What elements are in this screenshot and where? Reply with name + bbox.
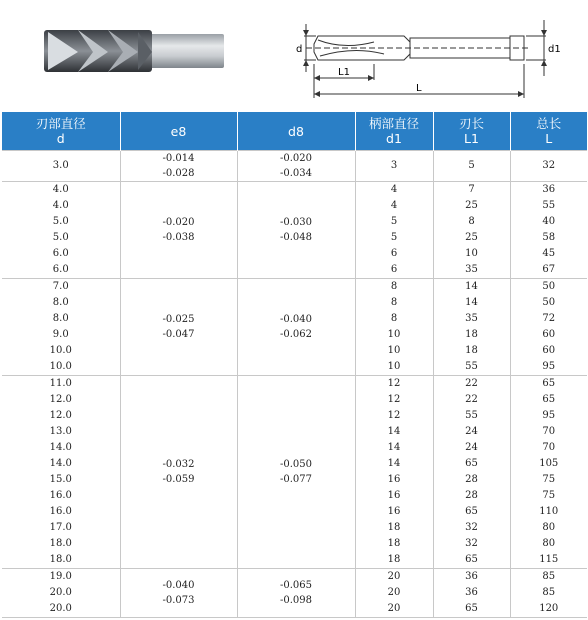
cell-e8-value: -0.032 [162, 459, 195, 470]
cell-L: 110 [539, 506, 559, 517]
cell-d: 16.0 [2, 504, 120, 520]
header-d8 [237, 112, 355, 151]
cell-e8 [120, 569, 237, 618]
cell-L1: 32 [433, 536, 510, 552]
cell-L: 85 [542, 587, 556, 598]
cell-d: 14.0 [2, 440, 120, 456]
cell-L1: 25 [433, 198, 510, 214]
cell-d1: 6 [355, 246, 433, 262]
cell-d1: 20 [355, 601, 433, 618]
cell-d1: 12 [355, 392, 433, 408]
cell-L: 95 [542, 410, 556, 421]
cell-d: 4.0 [2, 198, 120, 214]
cell-L: 55 [542, 200, 556, 211]
header-d1 [355, 112, 433, 151]
cell-d: 20.0 [2, 601, 120, 618]
cell-L: 50 [510, 279, 587, 296]
table-row [2, 376, 587, 393]
cell-d: 13.0 [2, 424, 120, 440]
cell-d8-value: -0.077 [279, 474, 312, 485]
cell-d: 10.0 [2, 343, 120, 359]
cell-d8-value: -0.050 [279, 459, 312, 470]
cell-d8-value: -0.040 [279, 314, 312, 325]
spec-table [2, 112, 587, 618]
cell-L1: 65 [433, 552, 510, 569]
cell-d: 5.0 [2, 230, 120, 246]
cell-e8-value: -0.073 [162, 595, 195, 606]
cell-L: 50 [542, 297, 556, 308]
cell-d: 15.0 [2, 472, 120, 488]
cell-d1: 5 [355, 230, 433, 246]
label-L: L [416, 83, 422, 94]
cell-d1: 14 [355, 456, 433, 472]
cell-d: 16.0 [2, 488, 120, 504]
cell-d: 7.0 [2, 279, 120, 296]
header-d-en: d [56, 131, 65, 146]
cell-e8 [120, 182, 237, 279]
cell-d: 18.0 [2, 536, 120, 552]
cell-L: 80 [542, 538, 556, 549]
cell-L1: 18 [433, 343, 510, 359]
cell-L: 72 [542, 313, 556, 324]
cell-L: 75 [542, 474, 556, 485]
cell-L: 70 [542, 442, 556, 453]
cell-L1: 28 [433, 472, 510, 488]
cell-L: 65 [542, 394, 556, 405]
cell-d1: 14 [355, 424, 433, 440]
cell-d: 10.0 [2, 359, 120, 376]
cell-d8 [237, 182, 355, 279]
cell-d: 19.0 [2, 569, 120, 586]
cell-L1: 25 [433, 230, 510, 246]
cell-d: 17.0 [2, 520, 120, 536]
table-row [2, 279, 587, 296]
cell-L: 40 [542, 216, 556, 227]
end-mill-photo [38, 22, 228, 80]
cell-L1: 65 [433, 601, 510, 618]
cell-d8-value: -0.030 [279, 217, 312, 228]
cell-L: 120 [510, 601, 587, 618]
cell-L: 32 [510, 151, 587, 182]
header-L [510, 112, 587, 151]
cell-L: 80 [542, 522, 556, 533]
table-row [2, 569, 587, 586]
cell-L1: 36 [433, 569, 510, 586]
cell-L: 70 [542, 426, 556, 437]
cell-d1: 18 [355, 520, 433, 536]
cell-L1: 35 [433, 262, 510, 279]
cell-d: 20.0 [2, 585, 120, 601]
header-e8 [120, 112, 237, 151]
cell-d1: 10 [355, 359, 433, 376]
cell-d8 [237, 279, 355, 376]
cell-e8-value: -0.040 [162, 580, 195, 591]
header-d1-cn: 柄部直径 [368, 116, 419, 131]
cell-L1: 55 [433, 359, 510, 376]
cell-d1: 18 [355, 552, 433, 569]
cell-L: 36 [510, 182, 587, 199]
cell-e8-value: -0.028 [162, 168, 195, 179]
cell-e8 [120, 279, 237, 376]
cell-L1: 24 [433, 424, 510, 440]
cell-d1: 14 [355, 440, 433, 456]
cell-d8-value: -0.065 [279, 580, 312, 591]
table-row [2, 182, 587, 199]
cell-L: 105 [539, 458, 559, 469]
cell-L1: 14 [433, 279, 510, 296]
cell-L: 95 [542, 361, 556, 372]
cell-d1: 4 [355, 182, 433, 199]
cell-e8-value: -0.038 [162, 232, 195, 243]
cell-e8-value: -0.025 [162, 314, 195, 325]
cell-e8-value: -0.047 [162, 329, 195, 340]
cell-L1: 65 [433, 504, 510, 520]
cell-d: 11.0 [2, 376, 120, 393]
cell-d1: 4 [355, 198, 433, 214]
cell-d: 14.0 [2, 456, 120, 472]
cell-d1: 10 [355, 343, 433, 359]
cell-L: 65 [510, 376, 587, 393]
cell-L1: 22 [433, 376, 510, 393]
table-header-row [2, 112, 587, 151]
cell-L1: 7 [433, 182, 510, 199]
cell-d1: 10 [355, 327, 433, 343]
table-row [2, 151, 587, 182]
cell-d1: 18 [355, 536, 433, 552]
label-L1: L1 [338, 67, 350, 78]
cell-d: 5.0 [2, 214, 120, 230]
cell-d: 12.0 [2, 408, 120, 424]
cell-d: 8.0 [2, 295, 120, 311]
cell-d: 6.0 [2, 246, 120, 262]
cell-L1: 35 [433, 311, 510, 327]
cell-d1: 12 [355, 408, 433, 424]
cell-L: 75 [542, 490, 556, 501]
cell-L: 115 [539, 554, 559, 565]
table-body [2, 151, 587, 618]
cell-d1: 8 [355, 279, 433, 296]
cell-e8-value: -0.014 [162, 153, 195, 164]
header-d-cn: 刃部直径 [35, 116, 86, 131]
cell-L1: 22 [433, 392, 510, 408]
cell-d8-value: -0.062 [279, 329, 312, 340]
header-e8-en: e8 [170, 123, 187, 139]
header-L1-en: L1 [464, 131, 479, 146]
header-d [2, 112, 120, 151]
cell-L: 60 [542, 329, 556, 340]
cell-d: 18.0 [2, 552, 120, 569]
cell-e8-value: -0.020 [162, 217, 195, 228]
cell-d1: 20 [355, 569, 433, 586]
cell-L: 58 [542, 232, 556, 243]
cell-L1: 24 [433, 440, 510, 456]
cell-d1: 12 [355, 376, 433, 393]
cell-L1: 28 [433, 488, 510, 504]
cell-d1: 16 [355, 488, 433, 504]
cell-d8-value: -0.020 [279, 153, 312, 164]
cell-L: 60 [542, 345, 556, 356]
cell-L1: 36 [433, 585, 510, 601]
product-header [0, 0, 588, 110]
cell-L: 85 [510, 569, 587, 586]
cell-L1: 10 [433, 246, 510, 262]
cell-e8-value: -0.059 [162, 474, 195, 485]
cell-e8 [120, 376, 237, 569]
cell-L: 45 [542, 248, 556, 259]
header-L-cn: 总长 [536, 116, 562, 131]
cell-d8-value: -0.048 [279, 232, 312, 243]
cell-d8 [237, 569, 355, 618]
cell-d: 6.0 [2, 262, 120, 279]
header-L1-cn: 刃长 [458, 116, 484, 131]
cell-d: 3.0 [2, 151, 120, 182]
cell-d1: 16 [355, 472, 433, 488]
cell-d: 4.0 [2, 182, 120, 199]
cell-d1: 5 [355, 214, 433, 230]
cell-L1: 8 [433, 214, 510, 230]
cell-L1: 14 [433, 295, 510, 311]
cell-d1: 6 [355, 262, 433, 279]
cell-d8 [237, 151, 355, 182]
cell-d8-value: -0.034 [279, 168, 312, 179]
cell-L1: 18 [433, 327, 510, 343]
cell-d8-value: -0.098 [279, 595, 312, 606]
cell-d1: 16 [355, 504, 433, 520]
cell-L1: 32 [433, 520, 510, 536]
cell-L: 67 [542, 264, 556, 275]
cell-d8 [237, 376, 355, 569]
dimension-drawing [284, 6, 561, 106]
cell-L1: 65 [433, 456, 510, 472]
cell-L1: 55 [433, 408, 510, 424]
cell-d1: 20 [355, 585, 433, 601]
label-d: d [296, 44, 303, 55]
cell-d1: 3 [355, 151, 433, 182]
header-d8-en: d8 [288, 123, 304, 139]
header-d1-en: d1 [386, 131, 402, 146]
cell-d1: 8 [355, 295, 433, 311]
cell-d: 12.0 [2, 392, 120, 408]
cell-e8 [120, 151, 237, 182]
cell-d: 8.0 [2, 311, 120, 327]
header-L1 [433, 112, 510, 151]
header-L-en: L [545, 131, 553, 146]
cell-d: 9.0 [2, 327, 120, 343]
cell-L1: 5 [433, 151, 510, 182]
cell-d1: 8 [355, 311, 433, 327]
label-d1: d1 [548, 44, 561, 55]
